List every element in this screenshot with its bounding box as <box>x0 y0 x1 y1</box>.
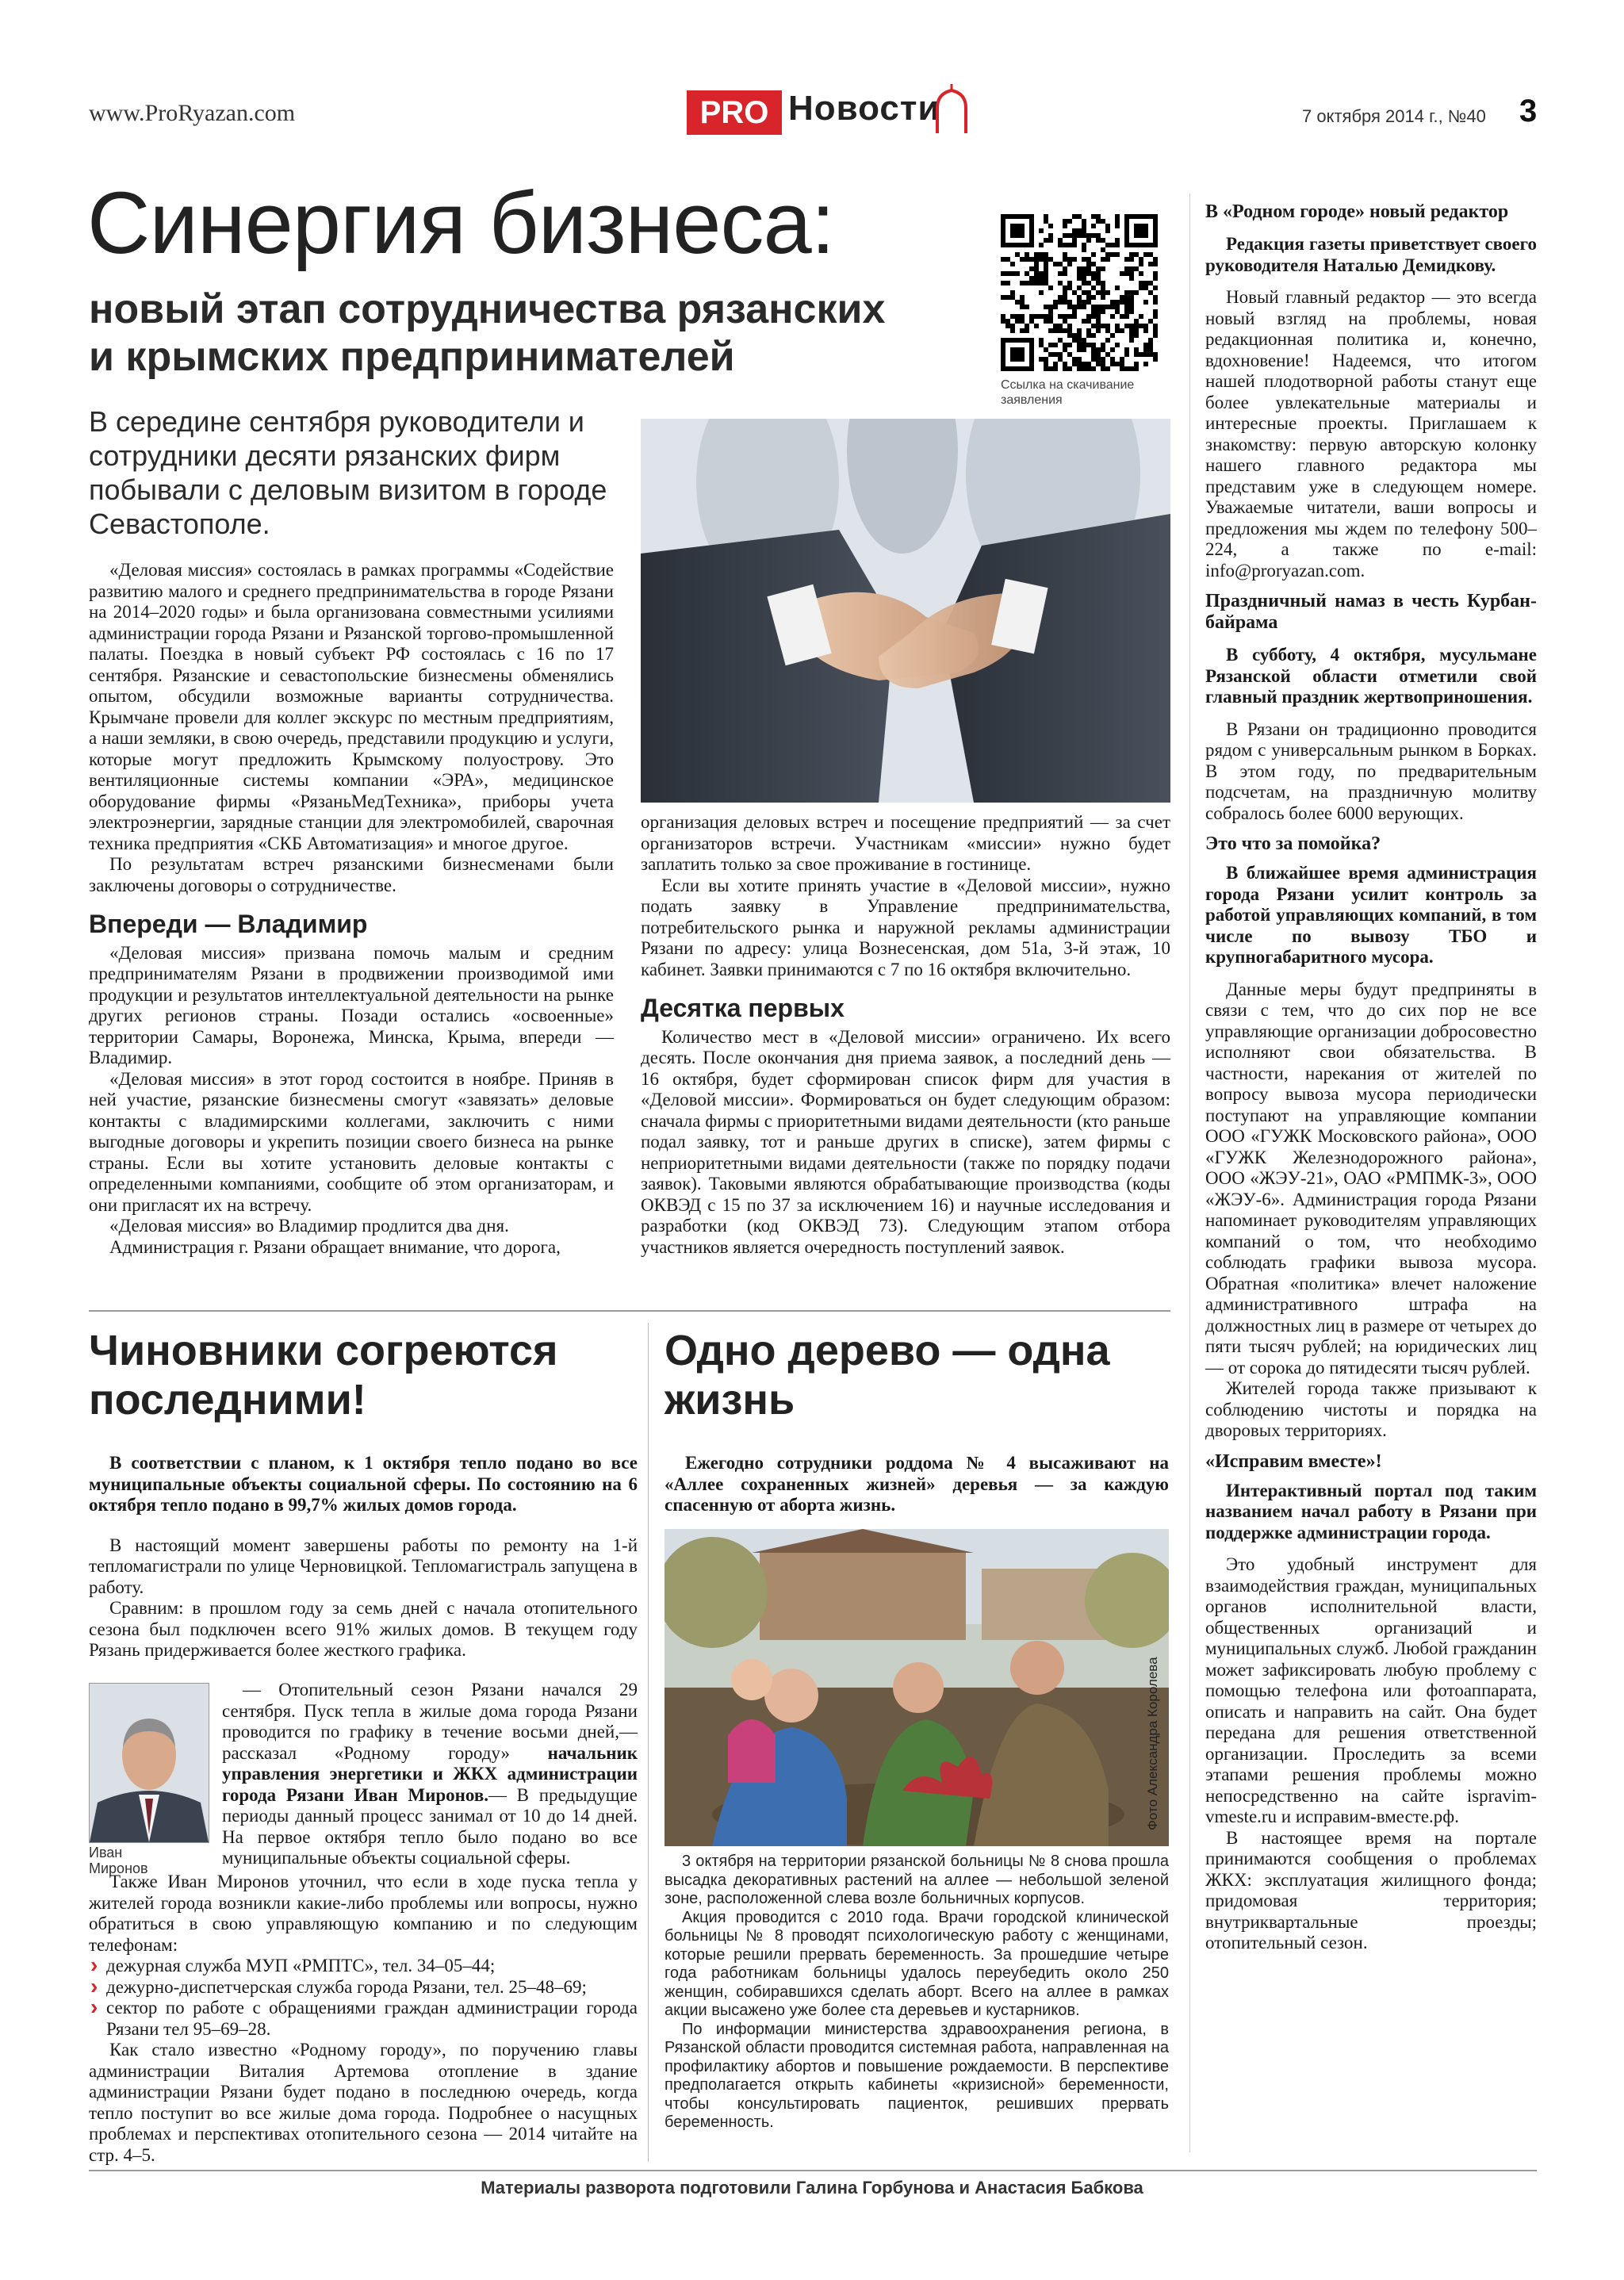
sub-vladimir: Впереди — Владимир <box>89 910 368 938</box>
qr-caption: Ссылка на скачивание заявления <box>1001 378 1135 407</box>
handshake-photo <box>641 419 1170 803</box>
heating-body-bottom <box>89 1872 638 2166</box>
sidebar-divider <box>1189 194 1190 2152</box>
main-col1-p1: «Деловая миссия» состоялась в рамках программы «Содействие развитию малого и среднего предпринимательства в городе Рязани на 2014–2020 годы» и была организована совместными усилиями администрации города Рязани и Рязанской торгово-промышленной палаты. Поездка в новый субъект РФ состоялась с 16 по 17 сентября. Рязанские и севастопольские бизнесмены обменялись опытом, обсудили возможные варианты сотрудничества. Крымчане провели для коллег экскурс по местным предприятиям, а наши земляки, в свою очередь, представили продукцию и услуги, которые могут предложить Крымскому полуострову. Это вентиляционные системы компании «ЭРА», медицинское оборудование фирмы «РязаньМедТехника», приборы учета электроэнергии, зарядные станции для электромобилей, сварочная техника предприятия «СКБ Автоматизация» и многое другое. <box>89 560 614 853</box>
heating-quote <box>222 1680 638 1869</box>
footer-credits: Материалы разворота подготовили Галина Горбунова и Анастасия Бабкова <box>481 2178 1143 2198</box>
main-title: Синергия бизнеса: <box>87 174 835 272</box>
phone-list <box>89 1956 638 2040</box>
heating-p4: Также Иван Миронов уточнил, что если в ходе пуска тепла у жителей города возникли какие-либо проблемы или вопросы, нужно обратиться в свою управляющую компанию и по следующим телефонам: <box>89 1872 638 1955</box>
main-col1-p4: «Деловая миссия» в этот город состоится в ноябре. Приняв в ней участие, рязанские бизнесмены смогут «завязать» деловые контакты с владимирскими коллегами, заключить с ними выгодные договоры и укрепить позиции своего бизнеса на рынке страны. Если вы хотите установить деловые контакты с определенными компаниями, сообщите об этом организаторам, и они пригласят их на встречу. <box>89 1068 614 1215</box>
issue-info: 7 октября 2014 г., №40 <box>1302 106 1486 126</box>
sidebar-lead-portal: Интерактивный портал под таким названием начал работу в Рязани при поддержке администрации города. <box>1205 1480 1537 1542</box>
heating-p3-bold: начальник управления энергетики и ЖКХ администрации города Рязани Иван Миронов. <box>222 1742 638 1805</box>
tree-p1: 3 октября на территории рязанской больницы № 8 снова прошла высадка декоративных растений на аллее — небольшой зеленой зоне, расположенной слева возле больничных корпусов. <box>665 1853 1169 1907</box>
logo-pro: PRO <box>687 90 782 135</box>
heating-body-top <box>89 1453 638 1661</box>
qr-code[interactable] <box>1001 214 1158 371</box>
sidebar-lead-namaz: В субботу, 4 октября, мусульмане Рязанской области отметили свой главный праздник жертвоприношения. <box>1205 645 1537 707</box>
tree-p2: Акция проводится с 2010 года. Врачи городской клинической больницы № 8 проводят психологическую работу с женщинами, которые решили прервать беременность. За прошедшие четыре года работникам больницы удалось переубедить около 250 женщин, собиравшихся сделать аборт. Всего на аллее в рамках акции высажено уже более ста деревьев и кустарников. <box>665 1908 1169 2019</box>
heating-p3-start: — Отопительный сезон Рязани начался 29 сентября. Пуск тепла в жилые дома города Рязани проводится по графику в течение восьми дней,— рассказал «Родному городу» <box>222 1680 638 1763</box>
site-url[interactable]: www.ProRyazan.com <box>89 100 296 126</box>
logo-news: Новости <box>788 89 940 128</box>
footer-rule <box>89 2170 1537 2171</box>
heating-p5: Как стало известно «Родному городу», по поручению главы администрации Виталия Артемова отопление в здание администрации Рязани будет подано в последнюю очередь, когда тепло поступит во все жилые дома города. Подробнее о насущных проблемах и перспективах отопительного сезона — 2014 читайте на стр. 4–5. <box>89 2040 638 2165</box>
main-col1-p3: «Деловая миссия» призвана помочь малым и средним предпринимателям Рязани в продвижении производимой ими продукции и результатов интеллектуальной деятельности на рынке других регионов страны. Позади остались «освоенные» территории Самары, Воронежа, Минска, Крыма, впереди — Владимир. <box>89 942 614 1067</box>
heating-p1: В настоящий момент завершены работы по ремонту на 1-й тепломагистрали по улице Черновицкой. Тепломагистраль запущена в работу. <box>89 1535 638 1597</box>
sidebar <box>1205 201 1537 1954</box>
tree-title-1: Одно дерево — одна <box>665 1327 1110 1374</box>
logo <box>687 84 988 136</box>
sidebar-p1-portal: Это удобный инструмент для взаимодействия граждан, муниципальных органов исполнительной власти, общественных организаций и муниципальных служб. Любой гражданин может зафиксировать любую проблему с помощью телефона или фотоаппарата, описать и направить на сайт. Она будет передана для решения ответственной организации. Проследить за всеми этапами решения проблемы можно непосредственно на сайте ispravim-vmeste.ru и исправим-вместе.рф. <box>1205 1554 1537 1826</box>
tree-lead: Ежегодно сотрудники роддома № 4 высаживают на «Аллее сохраненных жизней» деревья — за каждую спасенную от аборта жизнь. <box>665 1453 1169 1515</box>
main-col1 <box>89 560 614 1258</box>
mironov-caption-1: Иван <box>89 1845 123 1860</box>
divider-horizontal <box>89 1310 1170 1312</box>
main-col1-p2: По результатам встреч рязанскими бизнесменами были заключены договоры о сотрудничестве. <box>89 854 614 895</box>
heating-p3 <box>222 1680 638 1869</box>
page-number: 3 <box>1519 94 1538 128</box>
main-col2 <box>641 812 1170 1258</box>
tree-planting-photo <box>665 1529 1169 1846</box>
photo-credit: Фото Александра Королева <box>1145 1657 1160 1830</box>
sidebar-title-garbage: Это что за помойка? <box>1205 833 1381 854</box>
mironov-photo <box>89 1683 209 1843</box>
tree-body <box>665 1853 1169 2132</box>
sidebar-lead-garbage: В ближайшее время администрация города Рязани усилит контроль за работой управляющих компаний, в том числе по вывозу ТБО и крупногабаритного мусора. <box>1205 863 1537 967</box>
mironov-caption-2: Миронов <box>89 1860 148 1876</box>
phone-item-1: › дежурная служба МУП «РМПТС», тел. 34–05–44; <box>89 1956 638 1977</box>
main-col2-p3: Количество мест в «Деловой миссии» ограничено. Их всего десять. После окончания дня приема заявок, а последний день — 16 октября, будет сформирован список фирм для участия в «Деловой миссии». Формироваться он будет следующим образом: сначала фирмы с приоритетными видами деятельности (кто раньше подал заявку, тот и раньше других в списке), затем фирмы с неприоритетными видами деятельности (также по порядку подачи заявок). Таковыми являются обрабатывающие производства (коды ОКВЭД с 15 по 37 за исключением 16) и научные исследования и разработки (код ОКВЭД 73). Следующим этапом отбора участников является очередность поступлений заявок. <box>641 1026 1170 1257</box>
main-subtitle-1: новый этап сотрудничества рязанских <box>89 286 886 332</box>
divider-vertical <box>648 1323 649 2162</box>
qr-code-image <box>1001 214 1158 371</box>
main-subtitle-2: и крымских предпринимателей <box>89 334 735 380</box>
sidebar-p1-garbage: Данные меры будут предприняты в связи с тем, что до сих пор не все управляющие организации добросовестно исполняют свои обязательства. В частности, нарекания от жителей по вопросу вывоза мусора периодически поступают на управляющие компании ООО «ГУЖК Московского района», ООО «ГУЖК Железнодорожного района», ООО «ЖЭУ-21», ОАО «РМПМК-3», ООО «ЖЭУ-6». Администрация города Рязани напоминает руководителям управляющих компаний о том, что необходимо соблюдать графики вывоза мусора. Обратная «политика» влечет наложение административного штрафа на должностных лиц в размере от четырех до пяти тысяч рублей; на юридических лиц — от сорока до пятидесяти тысяч рублей. <box>1205 979 1537 1378</box>
heating-title-1: Чиновники согреются <box>89 1327 558 1374</box>
sub-top-ten: Десятка первых <box>641 994 845 1022</box>
tree-p3: По информации министерства здравоохранения региона, в Рязанской области проводится системная работа, направленная на профилактику абортов и повышение рождаемости. В перспективе предполагается открыть кабинеты «кризисной» беременности, чтобы консультировать пациенток, решивших прервать беременность. <box>665 2020 1169 2131</box>
main-col2-p1: организация деловых встреч и посещение предприятий — за счет организаторов встречи. Участникам «миссии» нужно будет заплатить только за свое проживание в гостинице. <box>641 812 1170 874</box>
heating-p3-end: — В предыдущие периоды данный процесс занимал от 10 до 14 дней. На первое октября тепло было подано во все муниципальные объекты социальной сферы. <box>222 1784 638 1868</box>
phone-item-3: › сектор по работе с обращениями граждан администрации города Рязани тел 95–69–28. <box>89 1998 638 2040</box>
sidebar-title-portal: «Исправим вместе»! <box>1205 1450 1382 1472</box>
sidebar-p-namaz: В Рязани он традиционно проводится рядом с универсальным рынком в Борках. В этом году, по предварительным подсчетам, на праздничную молитву собралось более 6000 верующих. <box>1205 718 1537 823</box>
phone-item-2: › дежурно-диспетчерская служба города Рязани, тел. 25–48–69; <box>89 1977 638 1998</box>
sidebar-p2-garbage: Жителей города также призывают к соблюдению чистоты и порядка на дворовых территориях. <box>1205 1378 1537 1440</box>
main-col1-p5: «Деловая миссия» во Владимир продлится два дня. <box>109 1216 509 1236</box>
sidebar-title-namaz: Праздничный намаз в честь Курбан-байрама <box>1205 591 1537 633</box>
sidebar-title-editor: В «Родном городе» новый редактор <box>1205 201 1509 222</box>
heating-p2: Сравним: в прошлом году за семь дней с начала отопительного сезона был подключен всего 91% жилых домов. В текущем году Рязань придерживается более жесткого графика. <box>89 1598 638 1660</box>
sidebar-lead-editor: Редакция газеты приветствует своего руководителя Наталью Демидкову. <box>1205 234 1537 275</box>
dome-icon <box>933 84 971 135</box>
tree-title-2: жизнь <box>665 1376 795 1424</box>
main-lead: В середине сентября руководители и сотрудники десяти рязанских фирм побывали с деловым визитом в городе Севастополе. <box>89 405 607 540</box>
main-col1-p6: Администрация г. Рязани обращает внимание, что дорога, <box>109 1236 561 1257</box>
heating-title-2: последними! <box>89 1376 366 1424</box>
heating-lead: В соответствии с планом, к 1 октября тепло подано во все муниципальные объекты социальной сферы. По состоянию на 6 октября тепло подано в 99,7% жилых домов города. <box>89 1453 638 1515</box>
sidebar-p-editor: Новый главный редактор — это всегда новый взгляд на проблемы, новая редакционная политика и, конечно, вдохновение! Надеемся, что итогом нашей плодотворной работы станут еще более увлекательные материалы и интересные проекты. Приглашаем к знакомству: первую авторскую колонку нашего главного редактора мы представим уже в следующем номере. Уважаемые читатели, ваши вопросы и предложения мы ждем по телефону 500–224, а также по e-mail: info@proryazan.com. <box>1205 287 1537 581</box>
main-col2-p2: Если вы хотите принять участие в «Деловой миссии», нужно подать заявку в Управление предпринимательства, потребительского рынка и наружной рекламы администрации Рязани по адресу: улица Вознесенская, дом 51а, 3-й этаж, 10 кабинет. Заявки принимаются с 7 по 16 октября включительно. <box>641 875 1170 979</box>
tree-lead-block <box>665 1453 1169 1516</box>
sidebar-p2-portal: В настоящее время на портале принимаются сообщения о проблемах ЖКХ: эксплуатация жилищного фонда; придомовая территория; внутриквартальные проезды; отопительный сезон. <box>1205 1827 1537 1952</box>
